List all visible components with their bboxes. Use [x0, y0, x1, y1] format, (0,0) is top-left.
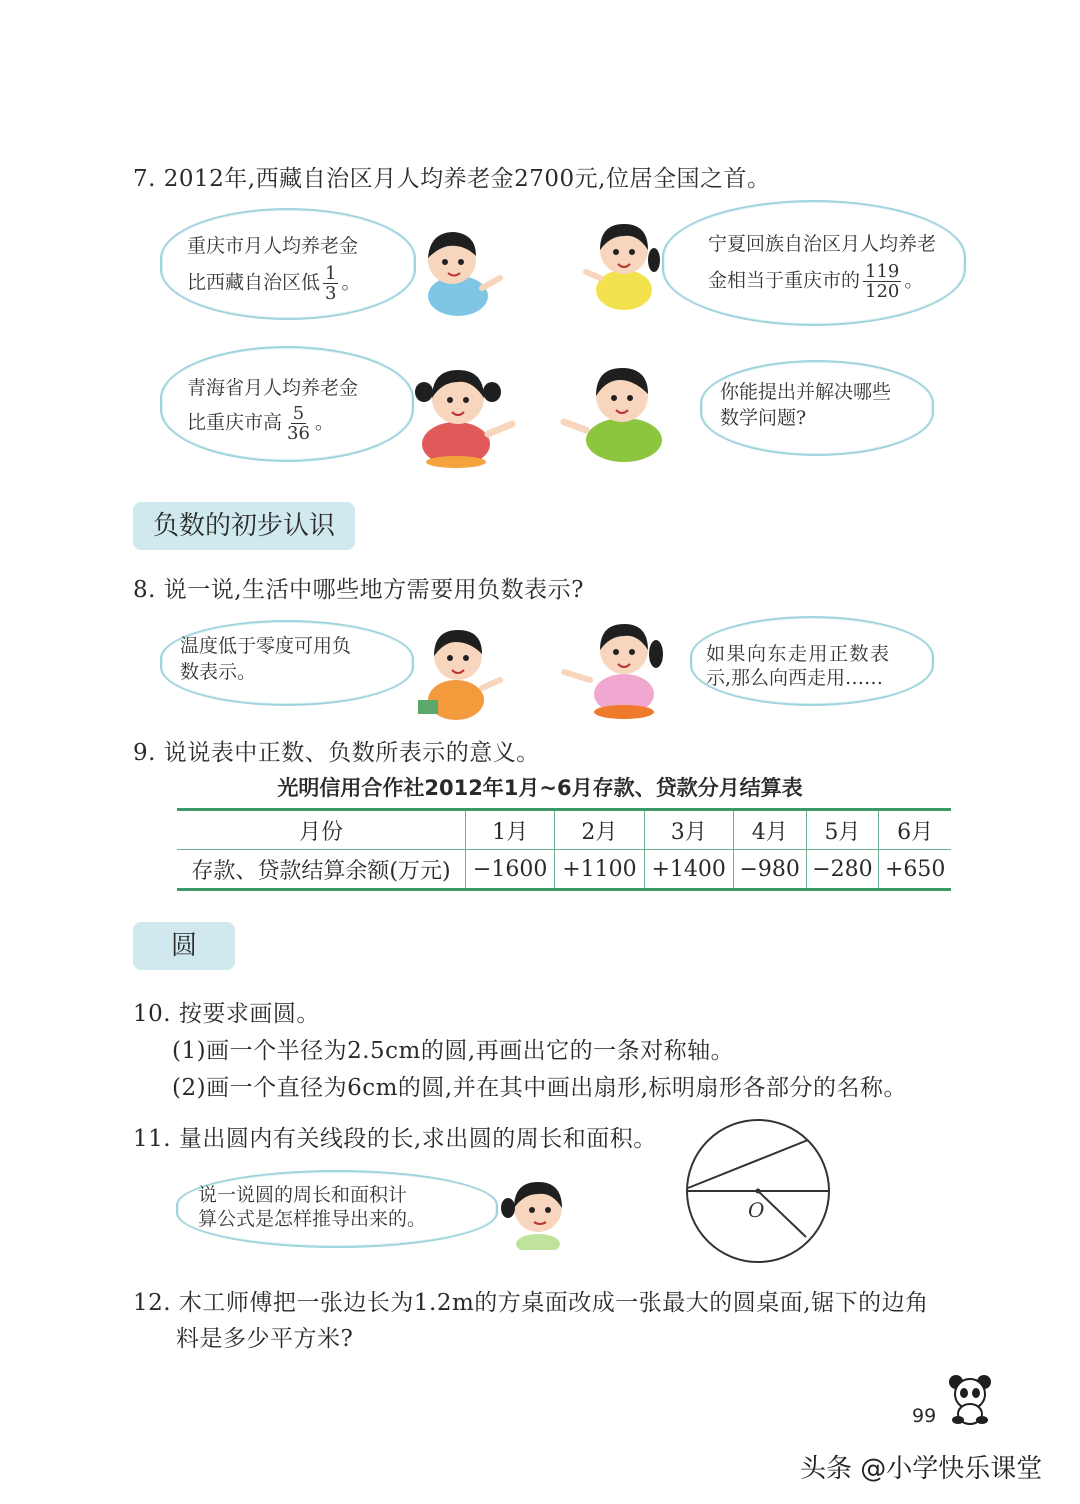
page-number: 99 — [912, 1405, 937, 1427]
bubble-1-line-2 — [187, 264, 360, 303]
table-header-row — [177, 810, 951, 850]
girl-cartoon-icon — [408, 350, 518, 468]
bubble-4-line-2: 数学问题? — [720, 407, 807, 429]
bubble-5-line-1: 温度低于零度可用负 — [180, 635, 352, 657]
fraction-1-3 — [323, 264, 338, 303]
q7-text: 7. 2012年,西藏自治区月人均养老金2700元,位居全国之首。 — [133, 166, 771, 192]
fraction-numerator: 1 — [325, 263, 337, 284]
q10-sub-2: (2)画一个直径为6cm的圆,并在其中画出扇形,标明扇形各部分的名称。 — [172, 1075, 908, 1101]
bubble-3-end: 。 — [314, 411, 334, 434]
q10-sub-1: (1)画一个半径为2.5cm的圆,再画出它的一条对称轴。 — [172, 1038, 735, 1064]
fraction-numerator: 119 — [865, 261, 900, 282]
bubble-2-end: 。 — [904, 269, 924, 292]
q9-text: 9. 说说表中正数、负数所表示的意义。 — [133, 740, 540, 766]
q10-text: 10. 按要求画圆。 — [133, 1001, 320, 1027]
q8-text: 8. 说一说,生活中哪些地方需要用负数表示? — [133, 577, 584, 603]
table-header-cell: 5月 — [806, 810, 879, 850]
boy-cartoon-icon — [560, 350, 680, 462]
q12-line-2: 料是多少平方米? — [176, 1326, 354, 1352]
bubble-4-line-1: 你能提出并解决哪些 — [720, 381, 892, 403]
fraction-5-36 — [285, 404, 312, 443]
chord-line — [688, 1140, 808, 1188]
radius-line — [758, 1191, 806, 1237]
table-cell: +650 — [879, 850, 951, 890]
fraction-denominator: 3 — [325, 283, 337, 304]
table-cell: −280 — [806, 850, 879, 890]
table-cell: +1400 — [644, 850, 733, 890]
bubble-2-line-2 — [708, 262, 923, 301]
bubble-1-text: 比西藏自治区低 — [187, 271, 321, 294]
fraction-denominator: 120 — [865, 281, 900, 302]
boy-cartoon-icon — [412, 218, 508, 318]
bubble-3-line-2 — [187, 404, 334, 443]
settlement-table — [177, 808, 951, 891]
girl-cartoon-icon — [560, 606, 670, 722]
boy-cartoon-icon — [412, 614, 504, 722]
bubble-6-line-2: 示,那么向西走用…… — [706, 667, 884, 689]
table-cell: +1100 — [555, 850, 644, 890]
table-header-cell: 6月 — [879, 810, 951, 850]
center-label: O — [748, 1198, 765, 1222]
bubble-3-text: 比重庆市高 — [187, 411, 283, 434]
table-cell: −1600 — [466, 850, 555, 890]
table-title: 光明信用合作社2012年1月~6月存款、贷款分月结算表 — [277, 776, 803, 800]
fraction-numerator: 5 — [292, 403, 305, 424]
bubble-2-text: 金相当于重庆市的 — [708, 269, 861, 292]
table-cell: 存款、贷款结算余额(万元) — [177, 850, 466, 890]
table-header-cell: 4月 — [733, 810, 806, 850]
bubble-6-line-1: 如果向东走用正数表 — [706, 643, 891, 665]
bubble-5-line-2: 数表示。 — [180, 661, 257, 683]
bubble-1-line-1: 重庆市月人均养老金 — [187, 235, 359, 257]
q12-line-1: 12. 木工师傅把一张边长为1.2m的方桌面改成一张最大的圆桌面,锯下的边角 — [133, 1290, 929, 1316]
section-header-negative-numbers: 负数的初步认识 — [133, 502, 355, 550]
bubble-7-line-1: 说一说圆的周长和面积计 — [198, 1184, 408, 1206]
section-header-circle: 圆 — [133, 922, 235, 970]
table-row — [177, 850, 951, 890]
watermark: 头条 @小学快乐课堂 — [800, 1454, 1043, 1484]
table-header-cell: 3月 — [644, 810, 733, 850]
bubble-7-line-2: 算公式是怎样推导出来的。 — [198, 1208, 427, 1230]
table-cell: −980 — [733, 850, 806, 890]
table-header-cell: 月份 — [177, 810, 466, 850]
q11-text: 11. 量出圆内有关线段的长,求出圆的周长和面积。 — [133, 1126, 657, 1152]
table-header-cell: 1月 — [466, 810, 555, 850]
girl-cartoon-icon — [580, 210, 670, 310]
girl-cartoon-icon — [494, 1168, 574, 1250]
fraction-119-120 — [863, 262, 901, 301]
bubble-2-line-1: 宁夏回族自治区月人均养老 — [708, 233, 937, 255]
center-point — [756, 1189, 761, 1194]
table-header-cell: 2月 — [555, 810, 644, 850]
circle-diagram — [680, 1116, 836, 1266]
fraction-denominator: 36 — [287, 423, 310, 444]
bubble-3-line-1: 青海省月人均养老金 — [187, 377, 359, 399]
panda-icon — [944, 1372, 996, 1426]
bubble-1-end: 。 — [341, 271, 361, 294]
